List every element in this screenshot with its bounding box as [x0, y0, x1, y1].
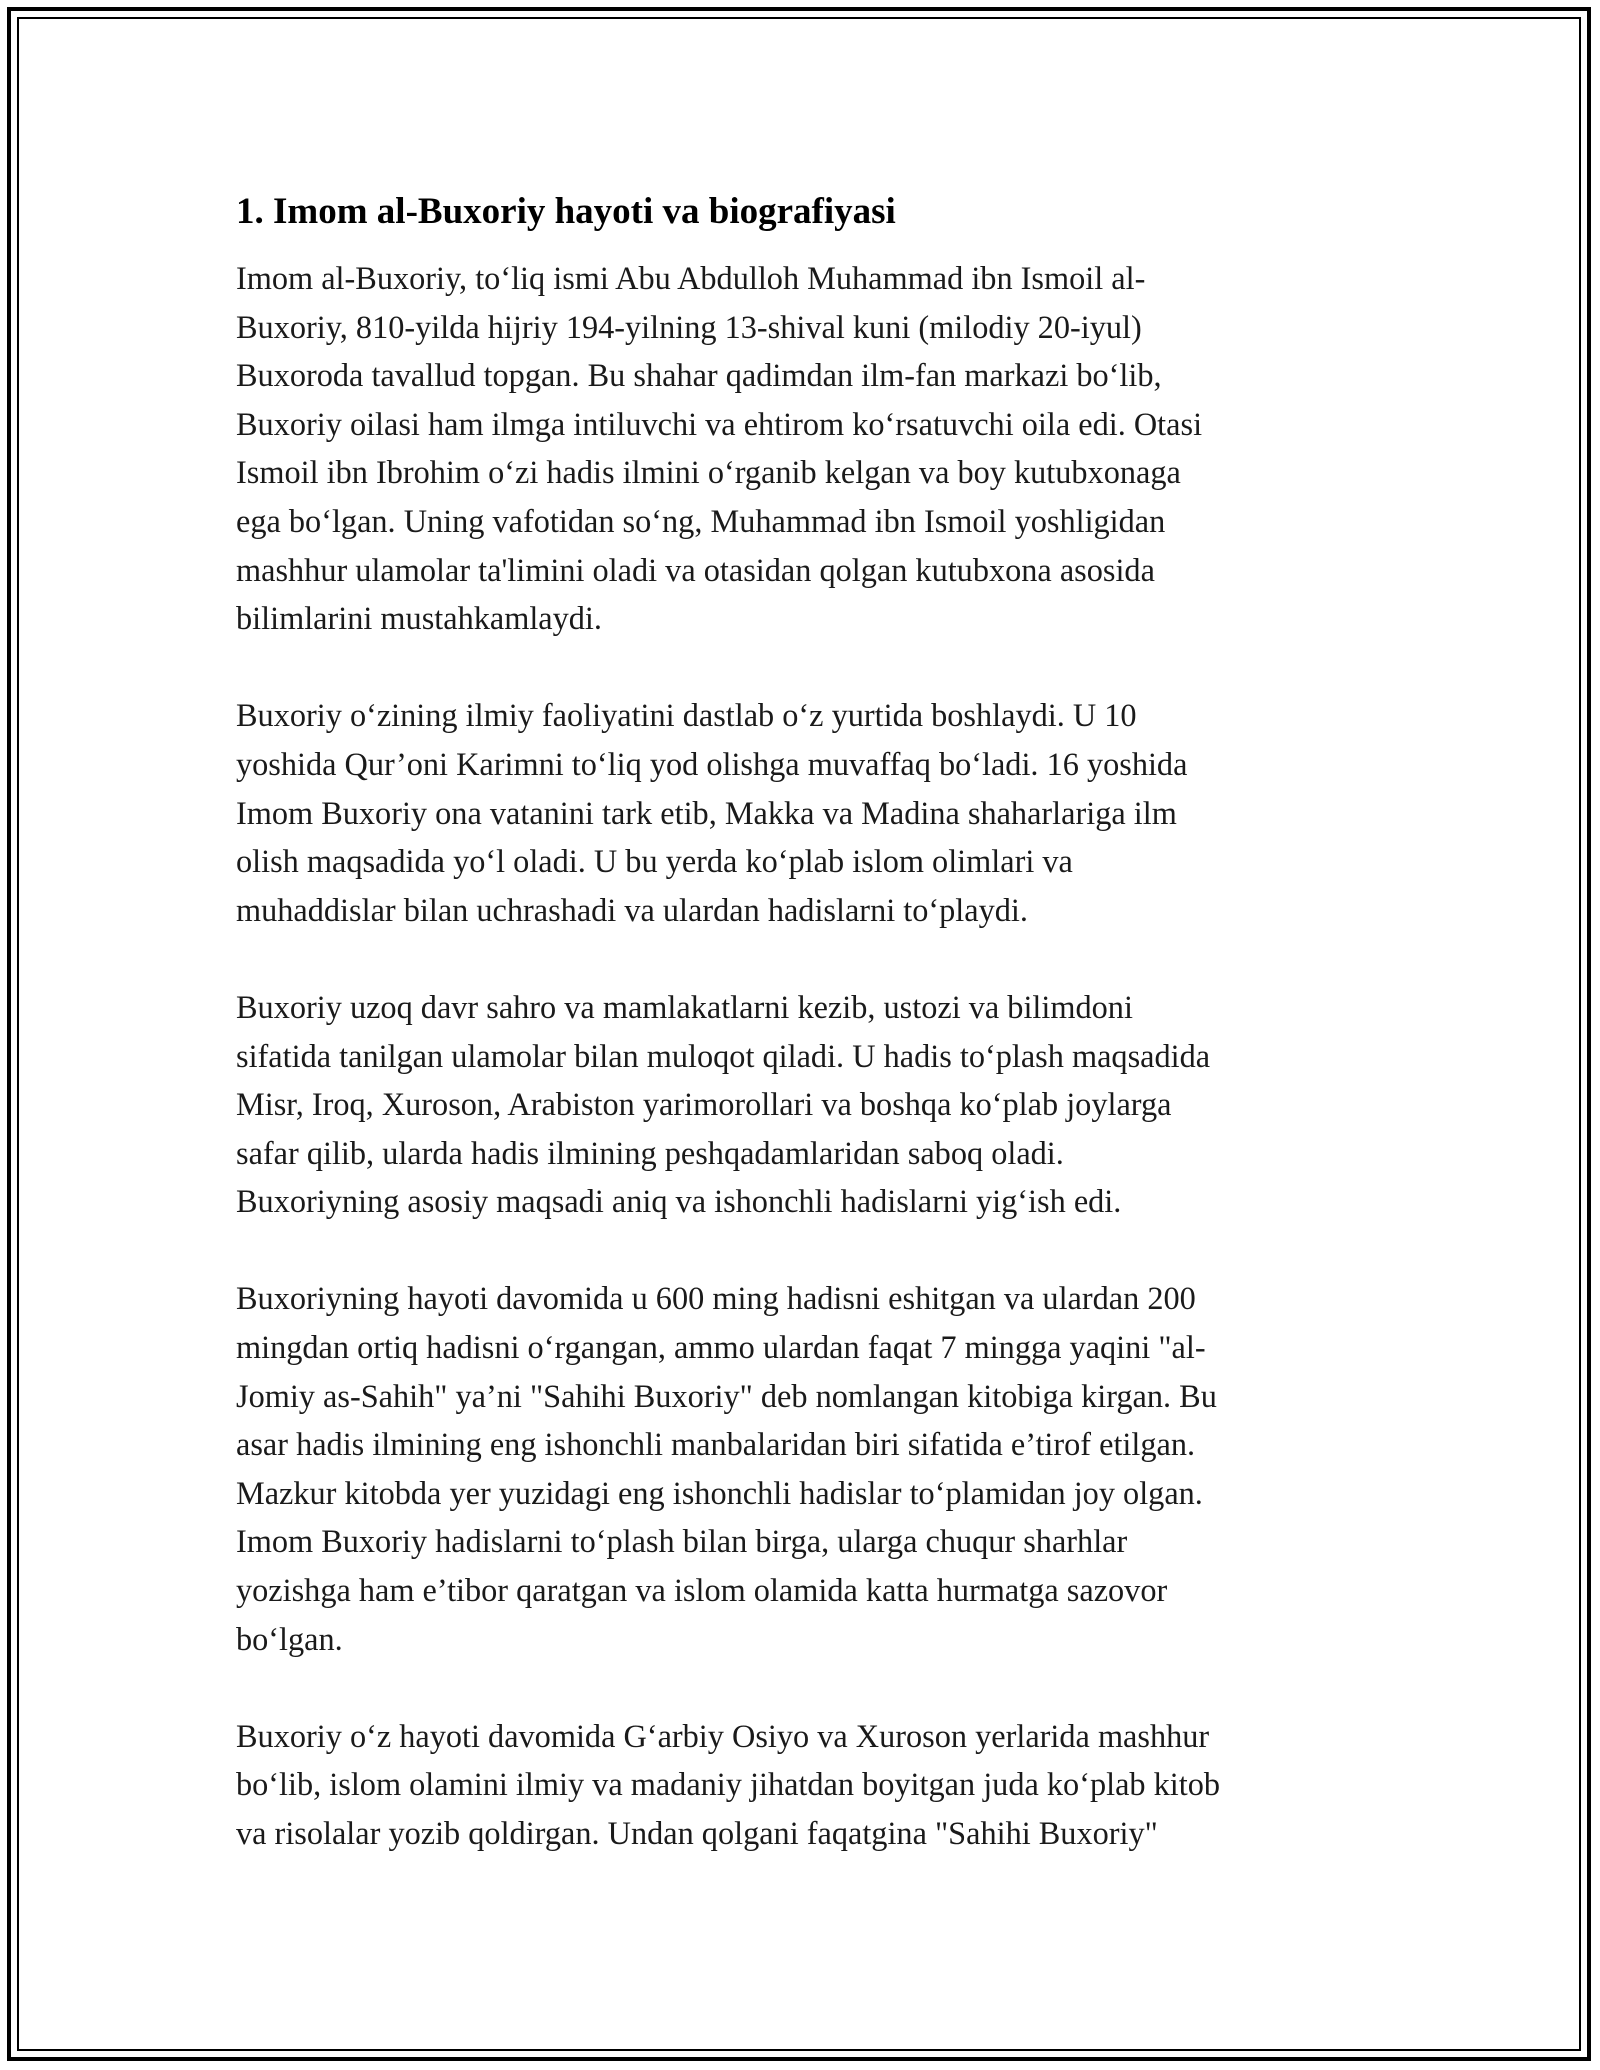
paragraph-2: Buxoriy o‘zining ilmiy faoliyatini dastlab o‘z yurtida boshlaydi. U 10 yoshida Qur’oni Karimni to‘liq yod olishga muvaffaq bo‘ladi. 16 yoshida Imom Buxoriy ona vatanini tark etib, Makka va Madina shaharlariga ilm olish maqsadida yo‘l oladi. U bu yerda ko‘plab islom olimlari va muhaddislar bilan uchrashadi va ulardan hadislarni to‘playdi.: [236, 697, 1188, 928]
document-body: [236, 188, 1356, 1906]
section-heading: 1. Imom al-Buxoriy hayoti va biografiyasi: [236, 191, 896, 232]
paragraph-3: Buxoriy uzoq davr sahro va mamlakatlarni kezib, ustozi va bilimdoni sifatida tanilgan ulamolar bilan muloqot qiladi. U hadis to‘plash maqsadida Misr, Iroq, Xuroson, Arabiston yarimorollari va boshqa ko‘plab joylarga safar qilib, ularda hadis ilmining peshqadamlaridan saboq oladi. Buxoriyning asosiy maqsadi aniq va ishonchli hadislarni yig‘ish edi.: [236, 988, 1211, 1220]
paragraph-4: Buxoriyning hayoti davomida u 600 ming hadisni eshitgan va ulardan 200 mingdan ortiq hadisni o‘rgangan, ammo ulardan faqat 7 mingga yaqini "al- Jomiy as-Sahih" ya’ni "Sahihi Buxoriy" deb nomlangan kitobiga kirgan. Bu asar hadis ilmining eng ishonchli manbalaridan biri sifatida e’tirof etilgan. Mazkur kitobda yer yuzidagi eng ishonchli hadislar to‘plamidan joy olgan. Imom Buxoriy hadislarni to‘plash bilan birga, ularga chuqur sharhlar yozishga ham e’tibor qaratgan va islom olamida katta hurmatga sazovor bo‘lgan.: [236, 1280, 1217, 1657]
paragraph-1: Imom al-Buxoriy, to‘liq ismi Abu Abdulloh Muhammad ibn Ismoil al- Buxoriy, 810-yilda hijriy 194-yilning 13-shival kuni (milodiy 20-iyul) Buxoroda tavallud topgan. Bu shahar qadimdan ilm-fan markazi bo‘lib, Buxoriy oilasi ham ilmga intiluvchi va ehtirom ko‘rsatuvchi oila edi. Otasi Ismoil ibn Ibrohim o‘zi hadis ilmini o‘rganib kelgan va boy kutubxonaga ega bo‘lgan. Uning vafotidan so‘ng, Muhammad ibn Ismoil yoshligidan mashhur ulamolar ta'limini oladi va otasidan qolgan kutubxona asosida bilimlarini mustahkamlaydi.: [236, 260, 1203, 637]
paragraph-5: Buxoriy o‘z hayoti davomida G‘arbiy Osiyo va Xuroson yerlarida mashhur bo‘lib, islom olamini ilmiy va madaniy jihatdan boyitgan juda ko‘plab kitob va risolalar yozib qoldirgan. Undan qolgani faqatgina "Sahihi Buxoriy": [236, 1717, 1221, 1851]
